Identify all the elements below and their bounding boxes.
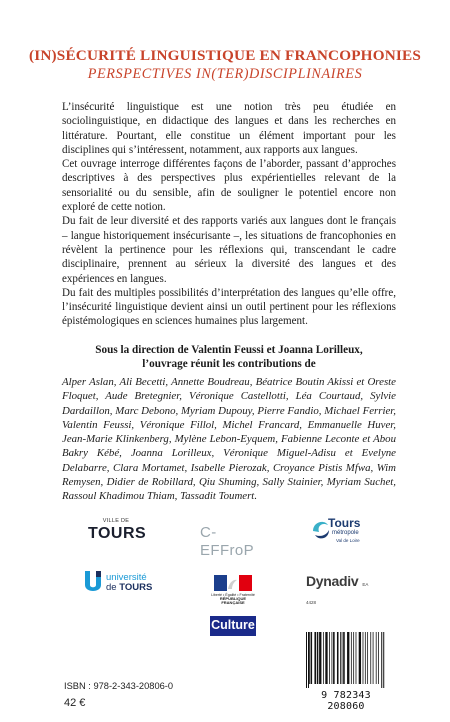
barcode-bar [373,632,374,684]
metropole-tours-label: Tours [328,516,361,530]
barcode-guard-bar [381,632,382,688]
abstract-paragraph: Du fait de leur diversité et des rapports variés aux langues dont le français – langue historiquement insécurisante –, les situations de francophonies en révèlent la pertinence pour les réflexions qui, transcendant le cadre disciplinaire, prennent au sérieux la diversité des langues et des expériences en langues. [62,215,396,285]
barcode-bar [376,632,377,684]
de-tours-label: de TOURS [106,582,153,593]
abstract [62,100,396,329]
barcode-bar [363,632,364,684]
barcode-guard-bar [383,632,384,688]
barcode-bars [302,632,390,688]
republique-francaise-logo [210,575,256,609]
barcode-bar [340,632,341,684]
dynadiv-label: Dynadiv [306,573,359,589]
universite-de-tours-logo [82,569,162,601]
barcode-guard-bar [308,632,309,688]
barcode [302,632,390,712]
ville-de-label: VILLE DE [102,518,130,524]
book-title: (IN)SÉCURITÉ LINGUISTIQUE EN FRANCOPHONIES [29,47,421,64]
culture-logo [210,616,256,636]
barcode-bar [342,632,343,684]
ville-de-tours-logo [88,518,147,548]
republique-text [210,593,256,605]
ceffrop-label: C-EFFroP [200,524,255,559]
barcode-bar [353,632,354,684]
barcode-bar [365,632,366,684]
barcode-bar [347,632,349,684]
barcode-bar [356,632,357,684]
dynadiv-code: EA 4428 [306,582,369,605]
book-subtitle: PERSPECTIVES IN(TER)DISCIPLINAIRES [87,66,363,82]
universite-u-icon [82,569,104,597]
price: 42 € [64,697,86,709]
barcode-bar [323,632,324,684]
barcode-bar [343,632,345,684]
tours-label: TOURS [88,525,147,542]
ceffrop-logo [200,524,270,559]
barcode-bar [332,632,333,684]
barcode-guard-bar [306,632,307,688]
val-de-loire-label: Val de Loire [336,538,360,543]
barcode-bar [325,632,327,684]
abstract-paragraph: L’insécurité linguistique est une notion très peu étudiée en sociolinguistique, en didactique des langues et dans les recherches en littérature. Pourtant, elle constitue un élément important pour les disciplines qui s’intéressent, notamment, aux rapports aux langues. [62,101,396,156]
barcode-number: 9 782343 208060 [321,690,371,712]
universite-label: université [106,572,147,583]
isbn: ISBN : 978-2-343-20806-0 [64,681,174,691]
contributors-list: Alper Aslan, Ali Becetti, Annette Boudreau, Béatrice Boutin Akissi et Oreste Floquet, Aude Bretegnier, Véronique Castellotti, Léa Courtaud, Sylvie Dardaillon, Marc Debono, Myriam Dupouy, Pierre Fandio, Michael Ferrier, Valentin Feussi, Véronique Fillol, Michel Francard, Emmanuelle Huver, Jean-Marie Klinkenberg, Mylène Lebon-Eyquem, Fabienne Leconte et Abou Bakry Kébé, Joanna Lorilleux, Véronique Miguel-Adisu et Evelyne Delabarre, Clara Mortamet, Isabelle Pierozak, Croyance Pistis Mfwa, Wim Remysen, Didier de Robillard, Qiu Shuming, Sally Stainier, Myriam Suchet, Rassoul Khadimou Thiam, Tassadit Toumert. [62,376,396,503]
marianne-flag-icon [214,575,252,591]
barcode-bar [309,632,310,684]
barcode-bar [378,632,379,684]
culture-label: Culture [211,618,255,632]
barcode-bar [370,632,371,684]
republique-motto: Liberté • Égalité • Fraternité [211,593,255,597]
metropole-label: métropole [332,530,359,536]
barcode-bar [359,632,361,684]
barcode-bar [317,632,319,684]
dynadiv-logo [306,573,376,605]
editors-line: l’ouvrage réunit les contributions de [142,358,316,371]
barcode-bar [319,632,321,684]
barcode-bar [329,632,330,684]
barcode-bar [311,632,313,684]
abstract-paragraph: Cet ouvrage interroge différentes façons de l’aborder, passant d’approches descriptives à des perspectives plus expérientielles relevant de la sensorialité ou du sensible, afin de souligner le potentiel encore non exploré de cette notion. [62,158,396,214]
barcode-bar [333,632,335,684]
editors-line: Sous la direction de Valentin Feussi et Joanna Lorilleux, [95,344,363,356]
barcode-bar [367,632,368,684]
barcode-bar [314,632,316,684]
editors-credit [62,343,396,372]
tours-metropole-logo [310,515,380,551]
barcode-bar [351,632,352,684]
abstract-paragraph: Du fait des multiples possibilités d’interprétation des langues qu’elle offre, l’insécurité linguistique devient ainsi un outil pertinent pour les réflexions épistémologiques en sciences humaines plus largement. [62,286,396,328]
republique-name: RÉPUBLIQUE FRANÇAISE [219,596,247,605]
barcode-bar [337,632,339,684]
